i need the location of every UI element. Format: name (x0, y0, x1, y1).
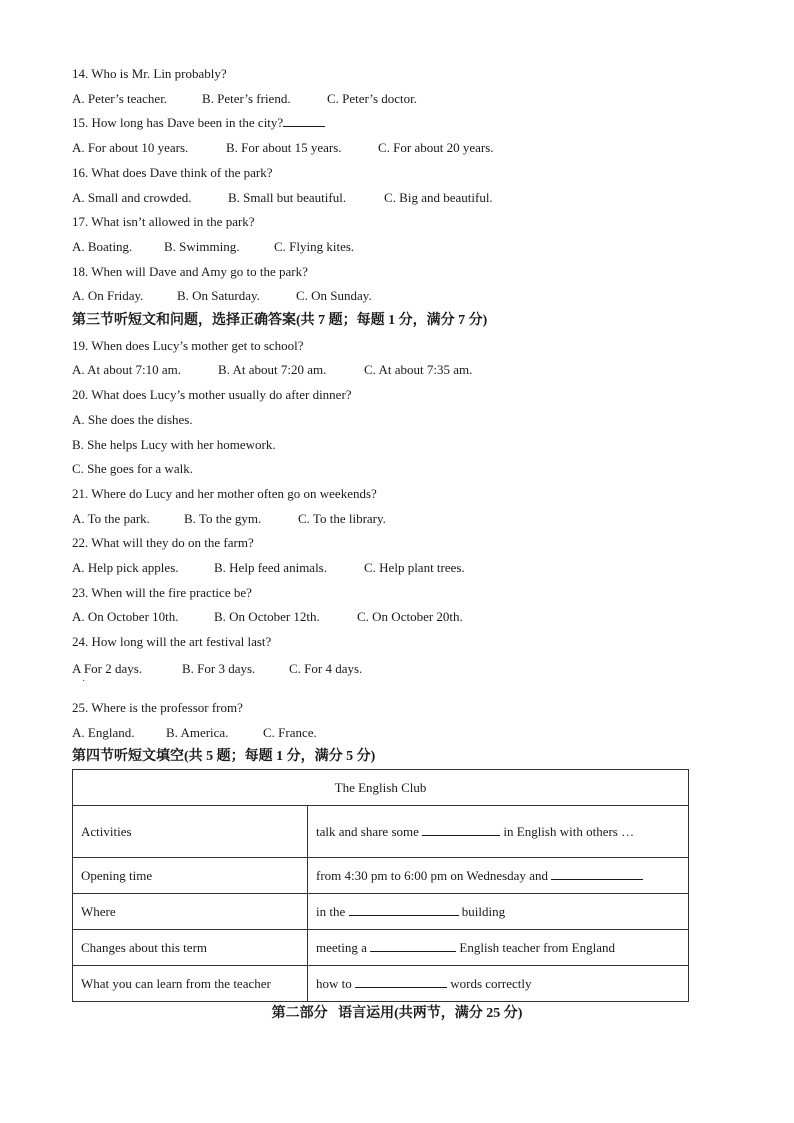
table-row (73, 858, 689, 894)
stray-mark: · (82, 676, 86, 687)
option-24b: B. For 3 days. (182, 661, 256, 676)
option-20c: C. She goes for a walk. (72, 461, 193, 476)
option-15b: B. For about 15 years. (226, 140, 342, 155)
option-16a: A. Small and crowded. (72, 190, 192, 205)
option-15c: C. For about 20 years. (378, 140, 494, 155)
question-17: 17. What isn’t allowed in the park? (72, 214, 255, 229)
option-21b: B. To the gym. (184, 511, 262, 526)
option-25b: B. America. (166, 725, 229, 740)
row-content: talk and share some in English with others … (308, 806, 689, 858)
table-title-row (73, 770, 689, 806)
row-content: how to words correctly (308, 966, 689, 1002)
option-22c: C. Help plant trees. (364, 560, 465, 575)
row-label: What you can learn from the teacher (73, 966, 308, 1002)
option-23a: A. On October 10th. (72, 609, 179, 624)
fill-blank[interactable] (422, 824, 500, 836)
option-20a: A. She does the dishes. (72, 412, 193, 427)
option-17c: C. Flying kites. (274, 239, 355, 254)
row-content: meeting a English teacher from England (308, 930, 689, 966)
option-22b: B. Help feed animals. (214, 560, 327, 575)
option-15a: A. For about 10 years. (72, 140, 189, 155)
row-label: Changes about this term (73, 930, 308, 966)
part-2-heading: 第二部分 语言运用(共两节，满分 25 分) (271, 1006, 523, 1021)
option-22a: A. Help pick apples. (72, 560, 179, 575)
option-17a: A. Boating. (72, 239, 133, 254)
question-19: 19. When does Lucy’s mother get to school? (72, 338, 304, 353)
option-20b: B. She helps Lucy with her homework. (72, 437, 276, 452)
question-15: 15. How long has Dave been in the city? (72, 115, 325, 131)
row-content: in the building (308, 894, 689, 930)
section-3-heading: 第三节听短文和问题，选择正确答案(共 7 题；每题 1 分，满分 7 分) (72, 313, 488, 328)
question-25: 25. Where is the professor from? (72, 700, 243, 715)
question-14: 14. Who is Mr. Lin probably? (72, 66, 227, 81)
option-23b: B. On October 12th. (214, 609, 320, 624)
option-16c: C. Big and beautiful. (384, 190, 493, 205)
table-row (73, 930, 689, 966)
option-18a: A. On Friday. (72, 288, 144, 303)
question-21: 21. Where do Lucy and her mother often go on weekends? (72, 486, 377, 501)
fill-blank[interactable] (370, 940, 456, 952)
option-21a: A. To the park. (72, 511, 150, 526)
option-16b: B. Small but beautiful. (228, 190, 347, 205)
option-18c: C. On Sunday. (296, 288, 372, 303)
table-title: The English Club (73, 770, 689, 806)
option-18b: B. On Saturday. (177, 288, 260, 303)
option-25c: C. France. (263, 725, 317, 740)
answer-blank (283, 115, 325, 127)
english-club-table (72, 769, 689, 1002)
option-25a: A. England. (72, 725, 135, 740)
option-19a: A. At about 7:10 am. (72, 362, 182, 377)
question-24: 24. How long will the art festival last? (72, 634, 272, 649)
row-label: Opening time (73, 858, 308, 894)
table-row (73, 894, 689, 930)
question-20: 20. What does Lucy’s mother usually do after dinner? (72, 387, 352, 402)
option-19c: C. At about 7:35 am. (364, 362, 473, 377)
option-14b: B. Peter’s friend. (202, 91, 291, 106)
option-23c: C. On October 20th. (357, 609, 463, 624)
question-16: 16. What does Dave think of the park? (72, 165, 273, 180)
section-4-heading: 第四节听短文填空(共 5 题；每题 1 分，满分 5 分) (72, 749, 376, 764)
question-18: 18. When will Dave and Amy go to the park? (72, 264, 308, 279)
fill-blank[interactable] (551, 868, 643, 880)
option-24c: C. For 4 days. (289, 661, 363, 676)
option-14c: C. Peter’s doctor. (327, 91, 418, 106)
question-23: 23. When will the fire practice be? (72, 585, 252, 600)
option-24a: A For 2 days. (72, 661, 143, 676)
question-22: 22. What will they do on the farm? (72, 535, 254, 550)
row-content: from 4:30 pm to 6:00 pm on Wednesday and (308, 858, 689, 894)
option-21c: C. To the library. (298, 511, 386, 526)
option-17b: B. Swimming. (164, 239, 240, 254)
table-row (73, 806, 689, 858)
fill-blank[interactable] (349, 904, 459, 916)
row-label: Activities (73, 806, 308, 858)
option-19b: B. At about 7:20 am. (218, 362, 327, 377)
fill-blank[interactable] (355, 976, 447, 988)
row-label: Where (73, 894, 308, 930)
option-14a: A. Peter’s teacher. (72, 91, 168, 106)
table-row (73, 966, 689, 1002)
